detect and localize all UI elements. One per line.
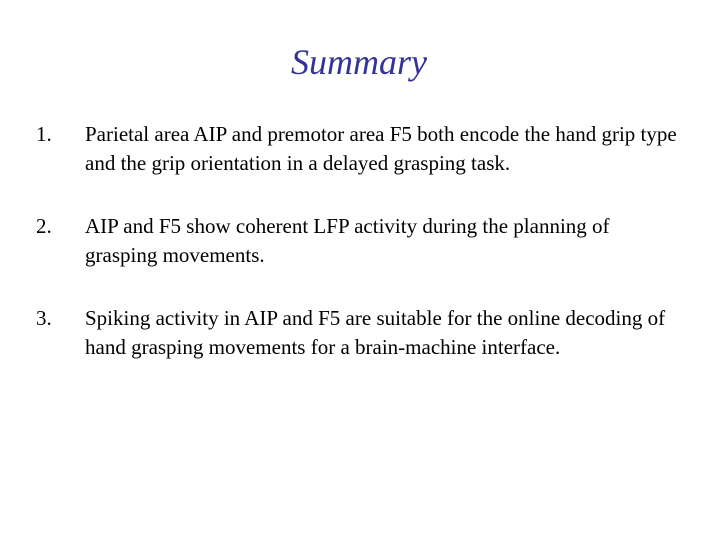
slide-title: Summary — [291, 42, 427, 82]
list-item-number: 3. — [36, 306, 52, 330]
list-item — [36, 120, 686, 178]
list-item-text: AIP and F5 show coherent LFP activity during the planning of grasping movements. — [85, 214, 610, 267]
list-item-text: Spiking activity in AIP and F5 are suitable for the online decoding of hand grasping movements for a brain-machine interface. — [85, 306, 666, 359]
list-item — [36, 212, 686, 270]
list-item — [36, 304, 686, 362]
list-item-number: 2. — [36, 214, 52, 238]
summary-list — [36, 120, 686, 396]
list-item-number: 1. — [36, 122, 52, 146]
list-item-text: Parietal area AIP and premotor area F5 both encode the hand grip type and the grip orientation in a delayed grasping task. — [85, 122, 677, 175]
